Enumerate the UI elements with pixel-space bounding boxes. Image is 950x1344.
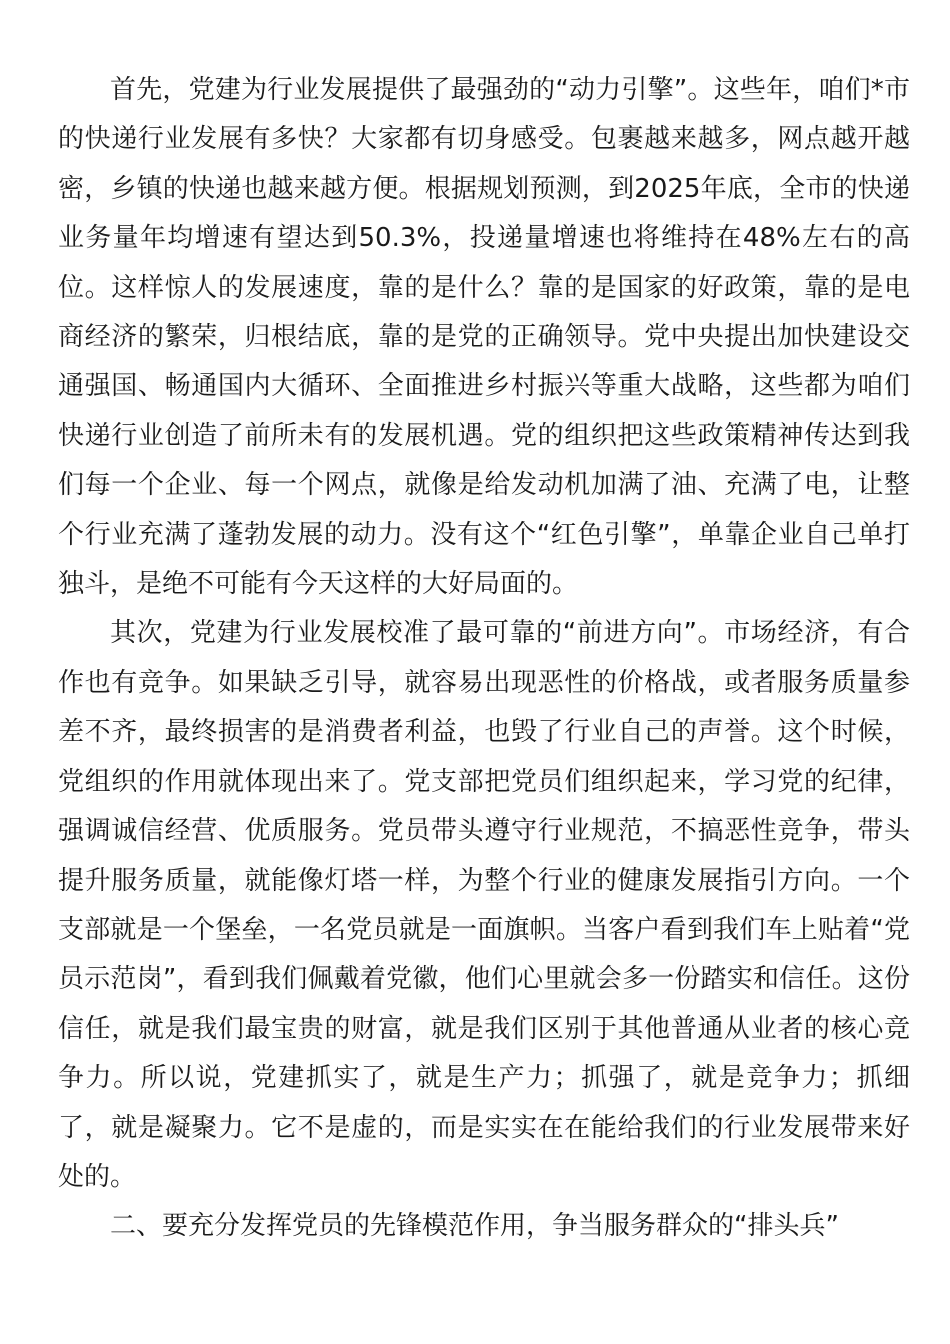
section-heading: 二、要充分发挥党员的先锋模范作用，争当服务群众的“排头兵” (110, 1211, 839, 1242)
document-body (58, 66, 910, 1252)
paragraph-1: 首先，党建为行业发展提供了最强劲的“动力引擎”。这些年，咱们*市的快递行业发展有多快？大家都有切身感受。包裹越来越多，网点越开越密，乡镇的快递也越来越方便。根据规划预测，到2025年底，全市的快递业务量年均增速有望达到50.3%，投递量增速也将维持在48%左右的高位。这样惊人的发展速度，靠的是什么？靠的是国家的好政策，靠的是电商经济的繁荣，归根结底，靠的是党的正确领导。党中央提出加快建设交通强国、畅通国内大循环、全面推进乡村振兴等重大战略，这些都为咱们快递行业创造了前所未有的发展机遇。党的组织把这些政策精神传达到我们每一个企业、每一个网点，就像是给发动机加满了油、充满了电，让整个行业充满了蓬勃发展的动力。没有这个“红色引擎”，单靠企业自己单打独斗，是绝不可能有今天这样的大好局面的。 (58, 75, 910, 600)
paragraph-2: 其次，党建为行业发展校准了最可靠的“前进方向”。市场经济，有合作也有竞争。如果缺乏引导，就容易出现恶性的价格战，或者服务质量参差不齐，最终损害的是消费者利益，也毁了行业自己的声誉。这个时候，党组织的作用就体现出来了。党支部把党员们组织起来，学习党的纪律，强调诚信经营、优质服务。党员带头遵守行业规范，不搞恶性竞争，带头提升服务质量，就能像灯塔一样，为整个行业的健康发展指引方向。一个支部就是一个堡垒，一名党员就是一面旗帜。当客户看到我们车上贴着“党员示范岗”，看到我们佩戴着党徽，他们心里就会多一份踏实和信任。这份信任，就是我们最宝贵的财富，就是我们区别于其他普通从业者的核心竞争力。所以说，党建抓实了，就是生产力；抓强了，就是竞争力；抓细了，就是凝聚力。它不是虚的，而是实实在在能给我们的行业发展带来好处的。 (58, 618, 910, 1192)
